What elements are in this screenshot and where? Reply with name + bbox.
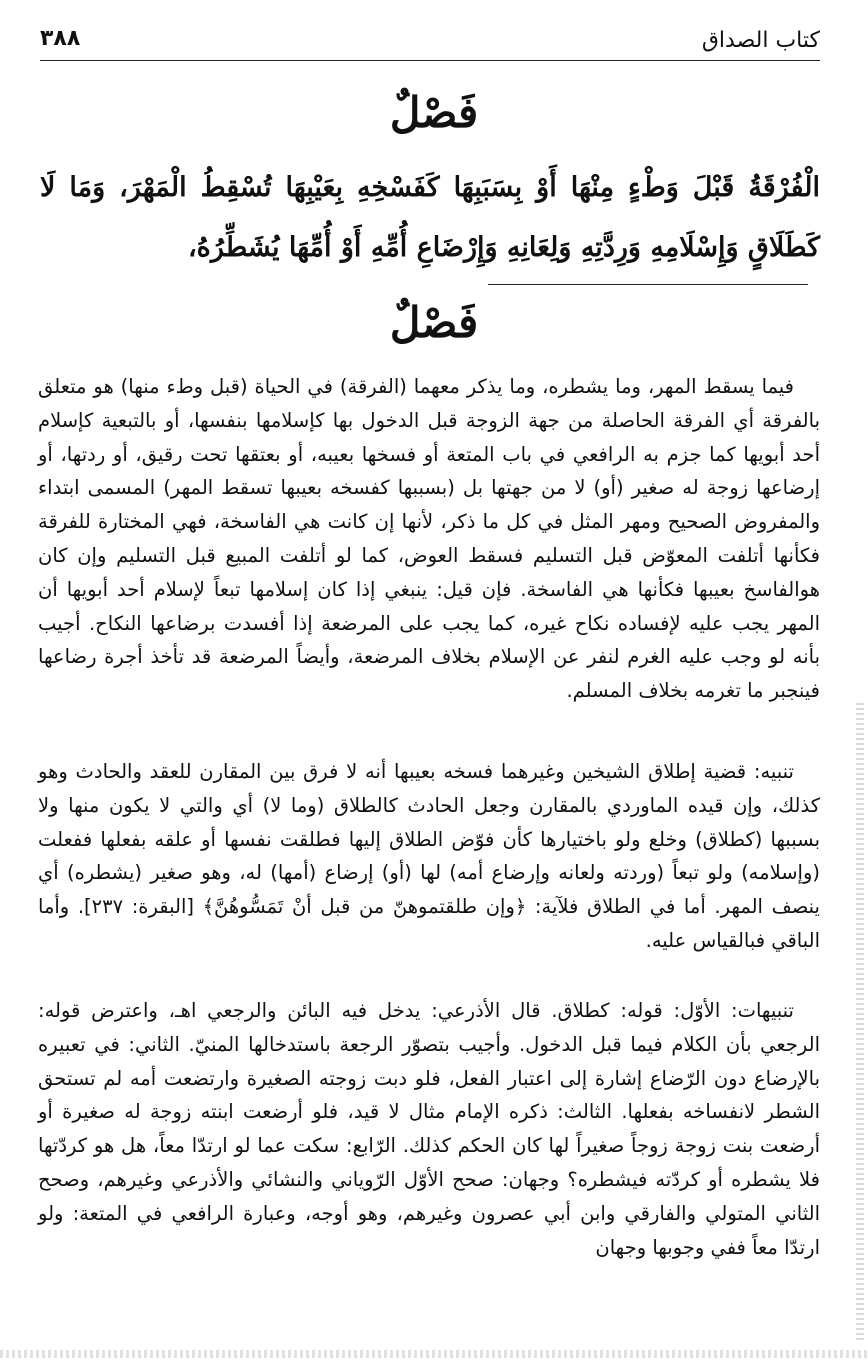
separator-rule bbox=[488, 284, 808, 285]
commentary-paragraph: فيما يسقط المهر، وما يشطره، وما يذكر معهما (الفرقة) في الحياة (قبل وطء منها) هو متعلق بالفرقة أي الفرقة الحاصلة من جهة الزوجة قبل الدخول بها كإسلامها بنفسها، أو بالتبعية كإسلام أحد أبويها كما جزم به الرافعي في باب المتعة أو فسخها بعيبه، أو بعتقها تحت رقيق، أو ردتها، أو إرضاعها زوجة له صغير (أو) لا من جهتها بل (بسببها كفسخه بعيبها تسقط المهر) المسمى ابتداء والمفروض الصحيح ومهر المثل في كل ما ذكر، لأنها إن كانت هي الفاسخة، فهي المختارة للفرقة فكأنها أتلفت المعوّض قبل التسليم فسقط العوض، كما لو أتلفت المبيع قبل التسليم وإن كان هوالفاسخ بعيبها فكأنها هي الفاسخة. فإن قيل: ينبغي إذا كان إسلامها تبعاً لإسلام أحد أبويها أن المهر يجب عليه لإفساده نكاح غيره، كما يجب على المرضعة إذا أفسدت برضاعها النكاح. أجيب بأنه لو وجب عليه الغرم لنفر عن الإسلام بخلاف المرضعة، وأيضاً المرضعة قد تأخذ أجرة رضاعها فينجبر ما تغرمه بخلاف المسلم. bbox=[38, 375, 820, 703]
commentary-paragraph: تنبيه: قضية إطلاق الشيخين وغيرهما فسخه بعيبها أنه لا فرق بين المقارن للعقد والحادث وهو كذلك، وإن قيده الماوردي بالمقارن وجعل الحادث كالطلاق (وما لا) أي والتي لا يكون منها ولا بسببها (كطلاق) وخلع ولو باختيارها كأن فوّض الطلاق إليها فطلقت نفسها أو علقه بفعلها ففعلت (وإسلامه) ولو تبعاً (وردته ولعانه وإرضاع أمه) لها (أو) إرضاع (أمها) له، وهو صغير (يشطره) أي ينصف المهر. أما في الطلاق فلآية: ﴿وإن طلقتموهنّ من قبل أنْ تَمَسُّوهُنَّ﴾ [البقرة: ٢٣٧]. وأما الباقي فبالقياس عليه. bbox=[38, 760, 820, 952]
scan-edge-right bbox=[856, 700, 864, 1340]
matn-text: الْفُرْقَةُ قَبْلَ وَطْءٍ مِنْهَا أَوْ بِسَبَبِهَا كَفَسْخِهِ بِعَيْبِهَا تُسْقِطُ الْمَهْرَ، وَمَا لَا كَطَلَاقٍ وَإِسْلَامِهِ وَرِدَّتِهِ وَلِعَانِهِ وَإِرْضَاعِ أُمِّهِ أَوْ أُمِّهَا يُشَطِّرُهُ، bbox=[40, 172, 820, 263]
commentary-paragraph: تنبيهات: الأوّل: قوله: كطلاق. قال الأذرعي: يدخل فيه البائن والرجعي اهـ، واعترض قوله: الرجعي بأن الكلام فيما قبل الدخول. وأجيب بتصوّر الرجعة باستدخالها المنيّ. الثاني: في تعبيره بالإرضاع دون الرّضاع إشارة إلى اعتبار الفعل، فلو دبت زوجته الصغيرة وارتضعت أمه لم تستحق الشطر لانفساخه بفعلها. الثالث: ذكره الإمام مثال لا قيد، فلو أرضعت ابنته زوجة له صغيرة أو أرضعت بنت زوجة زوجاً صغيراً لها كان الحكم كذلك. الرّابع: سكت عما لو ارتدّا معاً، هل هو كردّتها فلا يشطره أو كردّته فيشطره؟ وجهان: صحح الأوّل الرّوياني والنشائي والأذرعي وغيرهم، وصحح الثاني المتولي والفارقي وابن أبي عصرون وغيرهم، وهو أوجه، وعبارة الرافعي في المتعة: ولو ارتدّا معاً ففي وجوبها وجهان bbox=[38, 999, 820, 1259]
scan-edge-bottom bbox=[0, 1350, 868, 1358]
chapter-title: كتاب الصداق bbox=[701, 28, 820, 53]
commentary-block-2 bbox=[38, 755, 820, 958]
commentary-block-1 bbox=[38, 370, 820, 708]
section-heading-1: فَصْلٌ bbox=[389, 88, 479, 137]
commentary-block-3 bbox=[38, 994, 820, 1264]
section-heading-2: فَصْلٌ bbox=[389, 298, 479, 347]
page-number: ٣٨٨ bbox=[40, 26, 81, 51]
running-header bbox=[40, 26, 820, 61]
